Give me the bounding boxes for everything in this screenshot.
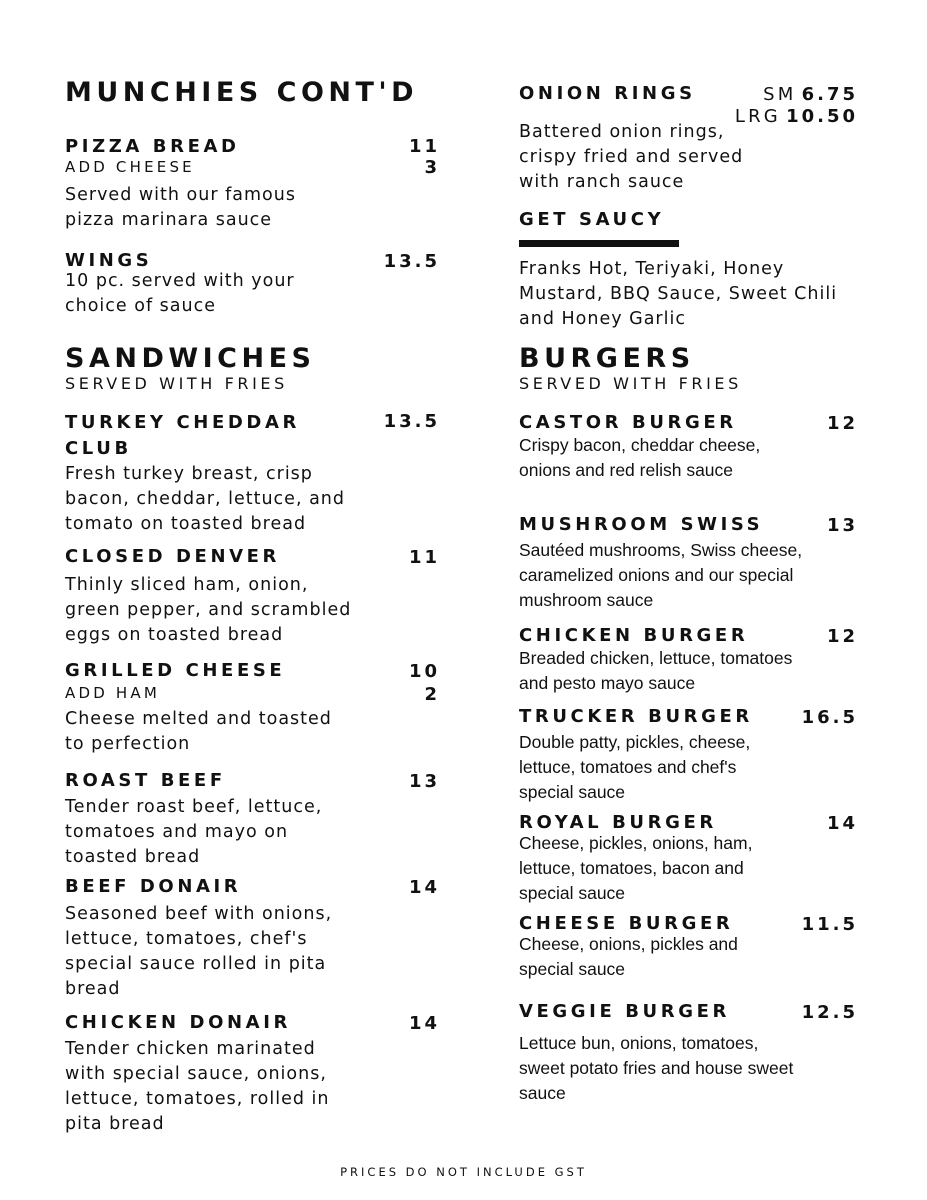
beef-donair-name: BEEF DONAIR bbox=[65, 876, 242, 897]
burgers-subheading: SERVED WITH FRIES bbox=[519, 374, 742, 393]
beef-donair-description: Seasoned beef with onions, lettuce, tomatoes, chef's special sauce rolled in pita bread bbox=[65, 904, 333, 999]
closed-denver-name: CLOSED DENVER bbox=[65, 546, 280, 567]
get-saucy-heading: GET SAUCY bbox=[519, 209, 665, 230]
chicken-donair-description: Tender chicken marinated with special sauce, onions, lettuce, tomatoes, rolled in pita bread bbox=[65, 1039, 330, 1134]
onion-rings-lrg-label: LRG bbox=[734, 106, 781, 127]
onion-rings-name: ONION RINGS bbox=[519, 83, 696, 104]
onion-rings-lrg-price: 10.50 bbox=[786, 106, 858, 127]
turkey-cheddar-club-description: Fresh turkey breast, crisp bacon, cheddar, lettuce, and tomato on toasted bread bbox=[65, 464, 345, 534]
gst-footer-note: PRICES DO NOT INCLUDE GST bbox=[340, 1165, 587, 1179]
veggie-burger-price: 12.5 bbox=[801, 1002, 858, 1023]
cheese-burger-description: Cheese, onions, pickles and special sauce bbox=[519, 934, 738, 979]
turkey-cheddar-club-price: 13.5 bbox=[383, 411, 440, 432]
grilled-cheese-addon-price: 2 bbox=[424, 684, 440, 705]
pizza-bread-name: PIZZA BREAD bbox=[65, 136, 240, 157]
chicken-donair-price: 14 bbox=[408, 1013, 440, 1034]
pizza-bread-addon: ADD CHEESE bbox=[65, 158, 195, 176]
mushroom-swiss-price: 13 bbox=[826, 515, 858, 536]
onion-rings-sm-price: 6.75 bbox=[801, 84, 858, 105]
pizza-bread-addon-price: 3 bbox=[424, 157, 440, 178]
sandwiches-subheading: SERVED WITH FRIES bbox=[65, 374, 288, 393]
grilled-cheese-addon: ADD HAM bbox=[65, 684, 161, 702]
onion-rings-description: Battered onion rings, crispy fried and served with ranch sauce bbox=[519, 122, 744, 192]
trucker-burger-description: Double patty, pickles, cheese, lettuce, tomatoes and chef's special sauce bbox=[519, 732, 751, 802]
roast-beef-description: Tender roast beef, lettuce, tomatoes and mayo on toasted bread bbox=[65, 797, 323, 867]
chicken-burger-price: 12 bbox=[826, 626, 858, 647]
castor-burger-price: 12 bbox=[826, 413, 858, 434]
castor-burger-name: CASTOR BURGER bbox=[519, 412, 737, 433]
cheese-burger-name: CHEESE BURGER bbox=[519, 913, 734, 934]
get-saucy-underline bbox=[519, 240, 679, 247]
sandwiches-heading: SANDWICHES bbox=[65, 343, 316, 374]
onion-rings-sm-label: SM bbox=[763, 84, 797, 105]
grilled-cheese-description: Cheese melted and toasted to perfection bbox=[65, 709, 332, 754]
wings-price: 13.5 bbox=[383, 251, 440, 272]
chicken-donair-name: CHICKEN DONAIR bbox=[65, 1012, 291, 1033]
closed-denver-description: Thinly sliced ham, onion, green pepper, and scrambled eggs on toasted bread bbox=[65, 575, 352, 645]
pizza-bread-description: Served with our famous pizza marinara sauce bbox=[65, 185, 296, 230]
veggie-burger-description: Lettuce bun, onions, tomatoes, sweet potato fries and house sweet sauce bbox=[519, 1033, 794, 1103]
veggie-burger-name: VEGGIE BURGER bbox=[519, 1001, 730, 1022]
mushroom-swiss-name: MUSHROOM SWISS bbox=[519, 514, 764, 535]
grilled-cheese-name: GRILLED CHEESE bbox=[65, 660, 286, 681]
wings-name: WINGS bbox=[65, 250, 153, 271]
munchies-heading: MUNCHIES CONT'D bbox=[65, 77, 419, 108]
beef-donair-price: 14 bbox=[408, 877, 440, 898]
pizza-bread-price: 11 bbox=[408, 136, 440, 157]
royal-burger-price: 14 bbox=[826, 813, 858, 834]
chicken-burger-description: Breaded chicken, lettuce, tomatoes and pesto mayo sauce bbox=[519, 648, 793, 693]
trucker-burger-price: 16.5 bbox=[801, 707, 858, 728]
roast-beef-name: ROAST BEEF bbox=[65, 770, 226, 791]
chicken-burger-name: CHICKEN BURGER bbox=[519, 625, 749, 646]
cheese-burger-price: 11.5 bbox=[801, 914, 858, 935]
royal-burger-description: Cheese, pickles, onions, ham, lettuce, tomatoes, bacon and special sauce bbox=[519, 833, 753, 903]
mushroom-swiss-description: Sautéed mushrooms, Swiss cheese, caramelized onions and our special mushroom sauce bbox=[519, 540, 803, 610]
closed-denver-price: 11 bbox=[408, 547, 440, 568]
onion-rings-small-price-line bbox=[700, 84, 858, 106]
trucker-burger-name: TRUCKER BURGER bbox=[519, 706, 753, 727]
grilled-cheese-price: 10 bbox=[408, 661, 440, 682]
roast-beef-price: 13 bbox=[408, 771, 440, 792]
castor-burger-description: Crispy bacon, cheddar cheese, onions and red relish sauce bbox=[519, 435, 761, 480]
royal-burger-name: ROYAL BURGER bbox=[519, 812, 717, 833]
burgers-heading: BURGERS bbox=[519, 343, 695, 374]
get-saucy-description: Franks Hot, Teriyaki, Honey Mustard, BBQ Sauce, Sweet Chili and Honey Garlic bbox=[519, 259, 838, 329]
wings-description: 10 pc. served with your choice of sauce bbox=[65, 271, 295, 316]
turkey-cheddar-club-name: TURKEY CHEDDAR CLUB bbox=[65, 412, 300, 459]
